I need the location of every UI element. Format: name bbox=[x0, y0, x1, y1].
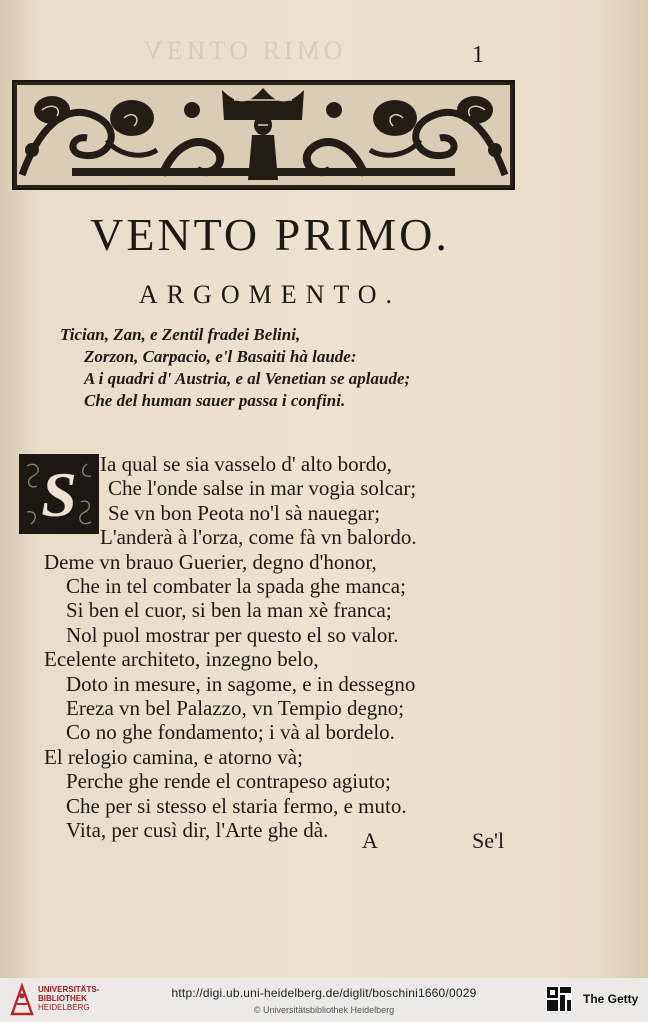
poem-line: Che per si stesso el staria fermo, e muto. bbox=[66, 793, 407, 818]
section-subtitle: ARGOMENTO. bbox=[138, 280, 402, 309]
argument-line: Tician, Zan, e Zentil fradei Belini, bbox=[60, 325, 301, 344]
poem-line: Se vn bon Peota no'l sà nauegar; bbox=[108, 500, 381, 525]
copyright-notice: © Universitätsbibliothek Heidelberg bbox=[253, 1005, 395, 1015]
show-through-text: OMIЯ OTИƎV bbox=[140, 36, 343, 65]
catchword: Se'l bbox=[472, 828, 505, 853]
poem-line: Ecelente architeto, inzegno belo, bbox=[44, 647, 319, 672]
poem-body bbox=[0, 452, 417, 843]
poem-line: Perche ghe rende el contrapeso agiuto; bbox=[66, 769, 391, 794]
poem-line: Doto in mesure, in sagome, e in dessegno bbox=[66, 671, 416, 696]
poem-line: Vita, per cusì dir, l'Arte ghe dà. bbox=[66, 818, 329, 843]
argument-line: Che del human sauer passa i confini. bbox=[84, 391, 346, 410]
poem-line: Deme vn brauo Guerier, degno d'honor, bbox=[44, 549, 377, 574]
getty-logo-icon[interactable] bbox=[546, 986, 572, 1012]
poem-line: Si ben el cuor, si ben la man xè franca; bbox=[66, 598, 392, 623]
poem-line: Ereza vn bel Palazzo, vn Tempio degno; bbox=[66, 696, 405, 721]
page-title: VENTO PRIMO. bbox=[90, 209, 450, 260]
poem-line: Co no ghe fondamento; i và al bordelo. bbox=[66, 720, 395, 745]
poem-line: Ia qual se sia vasselo d' alto bordo, bbox=[100, 452, 392, 476]
ornamental-headpiece bbox=[12, 80, 515, 190]
permalink-url[interactable]: http://digi.ub.uni-heidelberg.de/diglit/boschini1660/0029 bbox=[171, 986, 477, 1000]
university-name-line: BIBLIOTHEK bbox=[38, 994, 87, 1003]
folio-number: 1 bbox=[472, 42, 484, 68]
poem-line: Che l'onde salse in mar vogia solcar; bbox=[108, 476, 417, 501]
university-name-line: UNIVERSITÄTS- bbox=[38, 985, 100, 994]
getty-label[interactable]: The Getty bbox=[583, 992, 639, 1006]
poem-line: El relogio camina, e atorno và; bbox=[44, 744, 303, 769]
initial-letter: S bbox=[41, 459, 77, 530]
argument-stanza bbox=[60, 324, 410, 412]
university-name-line: HEIDELBERG bbox=[38, 1003, 90, 1012]
poem-line: Che in tel combater la spada ghe manca; bbox=[66, 574, 406, 599]
poem-line: L'anderà à l'orza, come fà vn balordo. bbox=[100, 525, 417, 550]
viewer-footer bbox=[0, 978, 648, 1022]
poem-line: Nol puol mostrar per questo el so valor. bbox=[66, 622, 399, 647]
argument-line: Zorzon, Carpacio, e'l Basaiti hà laude: bbox=[84, 347, 357, 366]
argument-line: A i quadri d' Austria, e al Venetian se aplaude; bbox=[84, 369, 411, 388]
signature-mark: A bbox=[362, 828, 378, 853]
